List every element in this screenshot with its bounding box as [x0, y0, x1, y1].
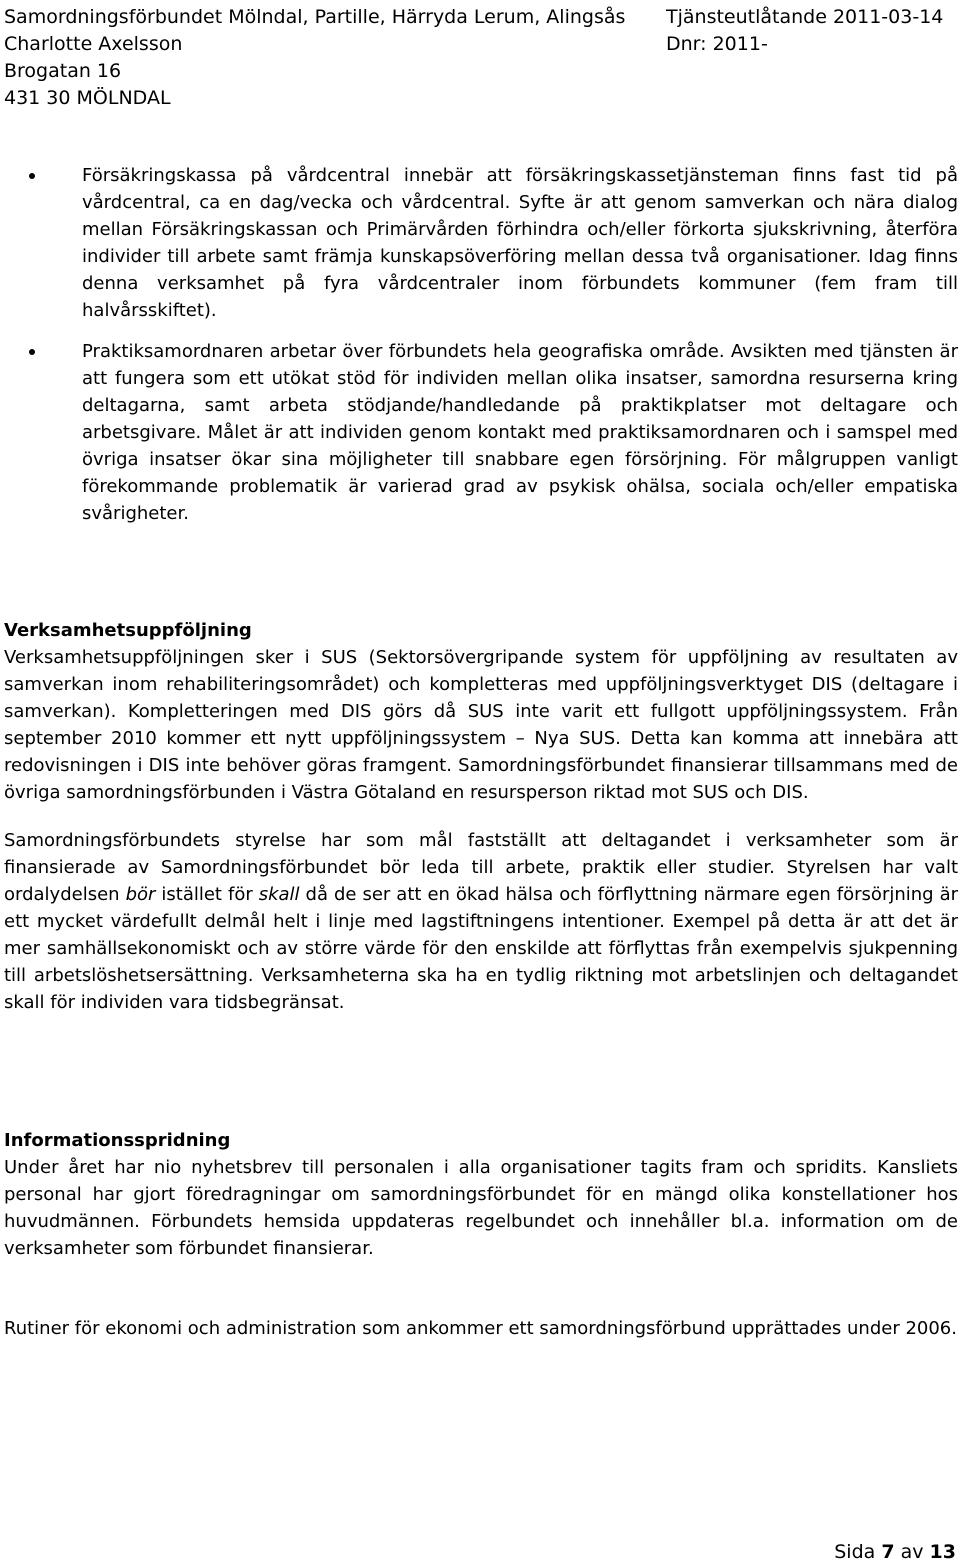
list-item — [0, 162, 958, 324]
list-item — [0, 338, 958, 527]
header-row-1 — [4, 4, 956, 31]
bullet-icon — [29, 173, 35, 179]
text-run: då de ser att en ökad hälsa och förflyttning närmare egen försörjning är ett mycket värdefullt delmål helt i linje med lagstiftningens intentioner. Exempel på detta är att det är mer samhällsekonomiskt och av större värde för den enskilde att förflyttas från exempelvis sjukpenning till arbetslöshetsersättning. Verksamheterna ska ha en tydlig riktning mot arbetslinjen och deltagandet skall för individen vara tidsbegränsat. — [4, 884, 959, 1013]
section-rutiner — [4, 1315, 958, 1342]
bullet-text: Praktiksamordnaren arbetar över förbundets hela geografiska område. Avsikten med tjänsten är att fungera som ett utökat stöd för individen mellan olika insatser, samordna resurserna kring deltagarna, samt arbeta stödjande/handledande på praktikplatser mot deltagare och arbetsgivare. Målet är att individen genom kontakt med praktiksamordnaren och i samspel med övriga insatser ökar sina möjligheter till snabbare egen försörjning. För målgruppen vanligt förekommande problematik är varierad grad av psykisk ohälsa, sociala och/eller empatiska svårigheter. — [82, 341, 958, 524]
header-row-2 — [4, 31, 956, 58]
text-run: Samordningsförbundets styrelse har som mål fastställt att deltagandet i verksamheter som är finansierade av Samordningsförbundet bör leda till arbete, praktik eller studier. Styrelsen har valt ordalydelsen — [4, 830, 958, 905]
page-number — [834, 1540, 956, 1564]
postal-address: 431 30 MÖLNDAL — [4, 87, 171, 109]
emphasis: bör — [125, 884, 156, 905]
total-pages: 13 — [929, 1541, 956, 1563]
organization-name: Samordningsförbundet Mölndal, Partille, Härryda Lerum, Alingsås — [4, 6, 626, 28]
current-page: 7 — [881, 1541, 895, 1563]
paragraph: Rutiner för ekonomi och administration som ankommer ett samordningsförbund upprättades under 2006. — [4, 1318, 957, 1339]
emphasis: skall — [258, 884, 300, 905]
document-type-date: Tjänsteutlåtande 2011-03-14 — [666, 6, 944, 28]
page-label: Sida — [834, 1541, 876, 1563]
bullet-list — [0, 162, 958, 527]
registration-number: Dnr: 2011- — [666, 33, 768, 55]
paragraph: Verksamhetsuppföljningen sker i SUS (Sektorsövergripande system för uppföljning av resultaten av samverkan inom rehabiliteringsområdet) och kompletteras med uppföljningsverktyget DIS (deltagare i samverkan). Kompletteringen med DIS görs då SUS inte varit ett fullgott uppföljningssystem. Från september 2010 kommer ett nytt uppföljningssystem – Nya SUS. Detta kan komma att innebära att redovisningen i DIS inte behöver göras framgent. Samordningsförbundet finansierar tillsammans med de övriga samordningsförbunden i Västra Götaland en resursperson riktad mot SUS och DIS. — [4, 647, 958, 803]
paragraph — [4, 827, 958, 1016]
page-header — [4, 4, 956, 112]
section-heading: Verksamhetsuppföljning — [4, 620, 252, 641]
section-heading: Informationsspridning — [4, 1130, 231, 1151]
section-informationsspridning — [4, 1127, 958, 1262]
page-of-label: av — [900, 1541, 924, 1563]
section-verksamhetsuppfoljning — [4, 617, 958, 1016]
street-address: Brogatan 16 — [4, 60, 122, 82]
paragraph: Under året har nio nyhetsbrev till personalen i alla organisationer tagits fram och spridits. Kansliets personal har gjort föredragningar om samordningsförbundet för en mängd olika konstellationer hos huvudmännen. Förbundets hemsida uppdateras regelbundet och innehåller bl.a. information om de verksamheter som förbundet finansierar. — [4, 1157, 958, 1259]
bullet-icon — [29, 349, 35, 355]
author-name: Charlotte Axelsson — [4, 33, 183, 55]
text-run: istället för — [155, 884, 259, 905]
bullet-text: Försäkringskassa på vårdcentral innebär att försäkringskassetjänsteman finns fast tid på vårdcentral, ca en dag/vecka och vårdcentral. Syfte är att genom samverkan och nära dialog mellan Försäkringskassan och Primärvården förhindra och/eller förkorta sjukskrivning, återföra individer till arbete samt främja kunskapsöverföring mellan dessa två organisationer. Idag finns denna verksamhet på fyra vårdcentraler inom förbundets kommuner (fem fram till halvårsskiftet). — [82, 165, 958, 321]
